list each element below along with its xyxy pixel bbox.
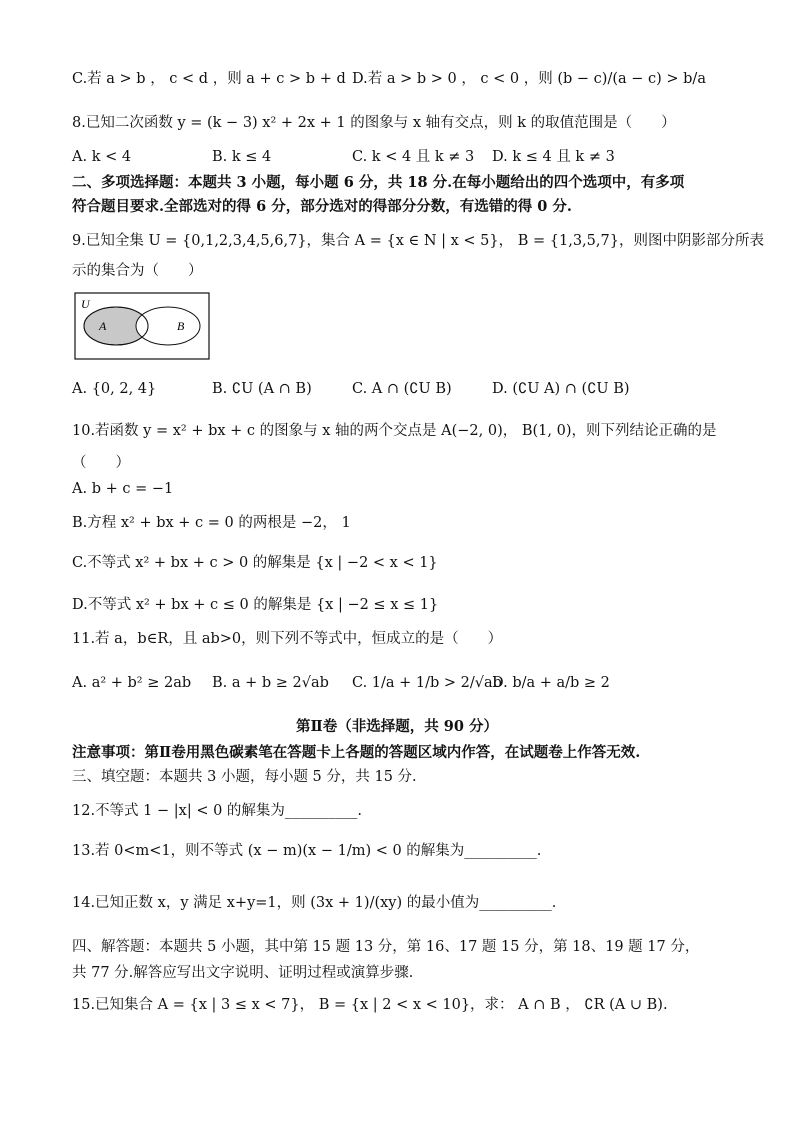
section2-heading-line2: 符合题目要求.全部选对的得 6 分，部分选对的得部分分数，有选错的得 0 分. [72, 198, 572, 215]
q9-stem-line1: 9.已知全集 U = {0,1,2,3,4,5,6,7}，集合 A = {x ∈ N | x < 5}， B = {1,3,5,7}，则图中阴影部分所表 [72, 233, 764, 249]
q10-option-c: C.不等式 x² + bx + c > 0 的解集是 {x | −2 < x < 1} [72, 555, 438, 571]
section2-heading-line1: 二、多项选择题：本题共 3 小题，每小题 6 分，共 18 分.在每小题给出的四个选项中，有多项 [72, 174, 685, 191]
q11-option-a: A. a² + b² ≥ 2ab [72, 675, 192, 691]
q11-option-b: B. a + b ≥ 2√ab [212, 675, 329, 691]
venn-label-b: B [177, 319, 185, 333]
q9-option-c: C. A ∩ (∁U B) [352, 381, 452, 397]
q12: 12.不等式 1 − |x| < 0 的解集为__________. [72, 803, 363, 819]
q8-option-c: C. k < 4 且 k ≠ 3 [352, 149, 475, 165]
q14: 14.已知正数 x，y 满足 x+y=1，则 (3x + 1)/(xy) 的最小值为__________. [72, 895, 557, 911]
q9-option-a: A. {0, 2, 4} [72, 381, 157, 397]
part2-title: 第Ⅱ卷（非选择题，共 90 分） [296, 718, 498, 735]
q9-option-d: D. (∁U A) ∩ (∁U B) [492, 381, 630, 397]
q8-stem: 8.已知二次函数 y = (k − 3) x² + 2x + 1 的图象与 x 轴有交点，则 k 的取值范围是（ ） [72, 115, 676, 131]
q11-stem: 11.若 a，b∈R，且 ab>0，则下列不等式中，恒成立的是（ ） [72, 631, 503, 647]
q10-option-a: A. b + c = −1 [72, 481, 174, 497]
q7-option-d: D.若 a > b > 0 ， c < 0 ，则 (b − c)/(a − c) > b/a [352, 71, 706, 87]
q9-stem-line2: 示的集合为（ ） [72, 263, 203, 279]
q8-option-a: A. k < 4 [72, 149, 132, 165]
section3-heading: 三、填空题：本题共 3 小题，每小题 5 分，共 15 分. [72, 769, 417, 785]
q11-option-c: C. 1/a + 1/b > 2/√ab [352, 675, 502, 691]
q10-option-b: B.方程 x² + bx + c = 0 的两根是 −2， 1 [72, 515, 351, 531]
venn-label-u: U [81, 297, 90, 311]
q9-option-b: B. ∁U (A ∩ B) [212, 381, 312, 397]
q10-stem-line1: 10.若函数 y = x² + bx + c 的图象与 x 轴的两个交点是 A(−2, 0)， B(1, 0)，则下列结论正确的是 [72, 423, 717, 439]
q8-option-d: D. k ≤ 4 且 k ≠ 3 [492, 149, 615, 165]
q15: 15.已知集合 A = {x | 3 ≤ x < 7}， B = {x | 2 < x < 10}，求： A ∩ B ， ∁R (A ∪ B). [72, 997, 668, 1013]
section4-heading-line2: 共 77 分.解答应写出文字说明、证明过程或演算步骤. [72, 965, 414, 981]
q13: 13.若 0<m<1，则不等式 (x − m)(x − 1/m) < 0 的解集为__________. [72, 843, 542, 859]
section4-heading-line1: 四、解答题：本题共 5 小题，其中第 15 题 13 分，第 16、17 题 15 分，第 18、19 题 17 分， [72, 939, 700, 955]
q7-option-c: C.若 a > b ， c < d ，则 a + c > b + d [72, 71, 346, 87]
q8-option-b: B. k ≤ 4 [212, 149, 272, 165]
part2-notice: 注意事项：第Ⅱ卷用黑色碳素笔在答题卡上各题的答题区域内作答，在试题卷上作答无效. [72, 744, 641, 761]
q10-stem-line2: （ ） [72, 455, 130, 471]
venn-diagram [74, 292, 210, 360]
q10-option-d: D.不等式 x² + bx + c ≤ 0 的解集是 {x | −2 ≤ x ≤ 1} [72, 597, 439, 613]
venn-label-a: A [99, 319, 107, 333]
q11-option-d: D. b/a + a/b ≥ 2 [492, 675, 610, 691]
